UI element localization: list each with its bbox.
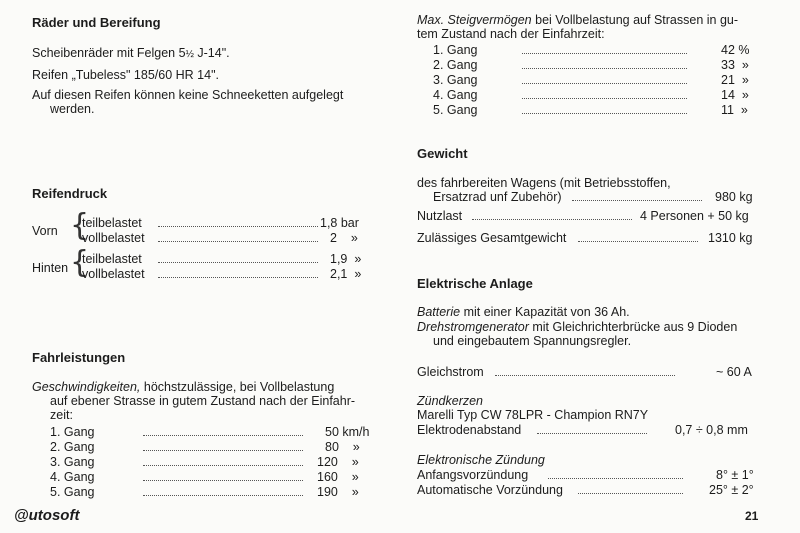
leader (522, 113, 687, 114)
gesamtgewicht-label: Zulässiges Gesamtgewicht (417, 231, 567, 245)
geschw-intro-3: zeit: (50, 408, 73, 422)
nutzlast-label: Nutzlast (417, 209, 463, 223)
nutzlast-value: 4 Personen + 50 kg (640, 209, 749, 223)
generator-line-2: und eingebautem Spannungsregler. (433, 334, 632, 348)
leader (522, 83, 687, 84)
schneeketten-line: Auf diesen Reifen können keine Schneeketten aufgelegt (32, 88, 344, 102)
brace-hinten: { (70, 245, 90, 280)
leader (158, 262, 318, 263)
heading-raeder: Räder und Bereifung (32, 15, 161, 30)
leader (158, 241, 318, 242)
leader (572, 200, 702, 201)
geschw-text: höchstzulässige, bei Vollbelastung (140, 380, 335, 394)
label-hinten: Hinten (32, 261, 69, 275)
geschw-label: Geschwindigkeiten, (32, 380, 141, 394)
leader (537, 433, 647, 434)
steig-value: 21 » (721, 73, 749, 87)
leader (495, 375, 675, 376)
leader (143, 465, 303, 466)
gewicht-value: 980 kg (715, 190, 753, 204)
leader (158, 277, 318, 278)
brace-vorn: { (70, 208, 90, 243)
leader (143, 480, 303, 481)
reifen-line: Reifen „Tubeless" 185/60 HR 14". (32, 68, 219, 82)
gewicht-line-1: des fahrbereiten Wagens (mit Betriebsstoffen, (417, 176, 671, 190)
steig-intro (417, 13, 738, 27)
gleichstrom-label: Gleichstrom (417, 365, 484, 379)
steig-value: 33 » (721, 58, 749, 72)
steig-text: bei Vollbelastung auf Strassen in gu- (531, 13, 739, 27)
vorn-teil-value: 1,8 bar (320, 216, 359, 230)
label-vorn: Vorn (32, 224, 58, 238)
anfangsvorzuendung-value: 8° ± 1° (716, 468, 754, 482)
felgen-line (32, 46, 230, 62)
elektrodenabstand-value: 0,7 ÷ 0,8 mm (675, 423, 748, 437)
hinten-voll-label: vollbelastet (82, 267, 145, 281)
steig-gear: 2. Gang (433, 58, 478, 72)
batterie-label: Batterie (417, 305, 461, 319)
steig-gear: 3. Gang (433, 73, 478, 87)
felgen-suffix: J-14". (193, 46, 230, 60)
steig-intro-2: tem Zustand nach der Einfahrzeit: (417, 27, 605, 41)
leader (578, 493, 683, 494)
felgen-fraction: ½ (185, 49, 194, 60)
speed-gear: 1. Gang (50, 425, 95, 439)
leader (472, 219, 632, 220)
steig-label: Max. Steigvermögen (417, 13, 532, 27)
zuendkerzen-type: Marelli Typ CW 78LPR - Champion RN7Y (417, 408, 649, 422)
steig-gear: 1. Gang (433, 43, 478, 57)
speed-value: 80 » (325, 440, 360, 454)
automatische-vorzuendung-label: Automatische Vorzündung (417, 483, 563, 497)
zuendung-heading: Elektronische Zündung (417, 453, 545, 467)
hinten-teil-label: teilbelastet (82, 252, 142, 266)
hinten-teil-value: 1,9 » (330, 252, 362, 266)
leader (548, 478, 683, 479)
autosoft-logo: @utosoft (14, 507, 80, 524)
geschw-intro (32, 380, 334, 394)
speed-gear: 2. Gang (50, 440, 95, 454)
gleichstrom-value: ~ 60 A (716, 365, 752, 379)
steig-gear: 5. Gang (433, 103, 478, 117)
steig-value: 42 % (721, 43, 750, 57)
zuendkerzen-heading: Zündkerzen (417, 394, 484, 408)
leader (143, 435, 303, 436)
leader (578, 241, 698, 242)
speed-value: 160 » (317, 470, 359, 484)
anfangsvorzuendung-label: Anfangsvorzündung (417, 468, 529, 482)
speed-value: 50 km/h (325, 425, 370, 439)
speed-gear: 5. Gang (50, 485, 95, 499)
steig-value: 14 » (721, 88, 749, 102)
leader (143, 450, 303, 451)
leader (522, 68, 687, 69)
speed-gear: 4. Gang (50, 470, 95, 484)
generator-label: Drehstromgenerator (417, 320, 529, 334)
felgen-text: Scheibenräder mit Felgen 5 (32, 46, 186, 60)
leader (158, 226, 318, 227)
gesamtgewicht-value: 1310 kg (708, 231, 753, 245)
vorn-voll-label: vollbelastet (82, 231, 145, 245)
leader (522, 98, 687, 99)
heading-gewicht: Gewicht (417, 146, 468, 161)
automatische-vorzuendung-value: 25° ± 2° (709, 483, 754, 497)
batterie-line (417, 305, 630, 319)
vorn-voll-value: 2 » (330, 231, 358, 245)
vorn-teil-label: teilbelastet (82, 216, 142, 230)
geschw-intro-2: auf ebener Strasse in gutem Zustand nach der Einfahr- (50, 394, 356, 408)
gewicht-line-2: Ersatzrad unf Zubehör) (433, 190, 562, 204)
heading-fahrleistungen: Fahrleistungen (32, 350, 126, 365)
leader (143, 495, 303, 496)
steig-value: 11 » (721, 103, 748, 117)
heading-elektrik: Elektrische Anlage (417, 276, 533, 291)
hinten-voll-value: 2,1 » (330, 267, 362, 281)
batterie-text: mit einer Kapazität von 36 Ah. (460, 305, 630, 319)
generator-line (417, 320, 737, 334)
generator-text: mit Gleichrichterbrücke aus 9 Dioden (528, 320, 738, 334)
speed-value: 190 » (317, 485, 359, 499)
elektrodenabstand-label: Elektrodenabstand (417, 423, 522, 437)
speed-value: 120 » (317, 455, 359, 469)
heading-reifendruck: Reifendruck (32, 186, 108, 201)
steig-gear: 4. Gang (433, 88, 478, 102)
schneeketten-line-2: werden. (50, 102, 95, 116)
page-number: 21 (745, 509, 759, 523)
speed-gear: 3. Gang (50, 455, 95, 469)
leader (522, 53, 687, 54)
